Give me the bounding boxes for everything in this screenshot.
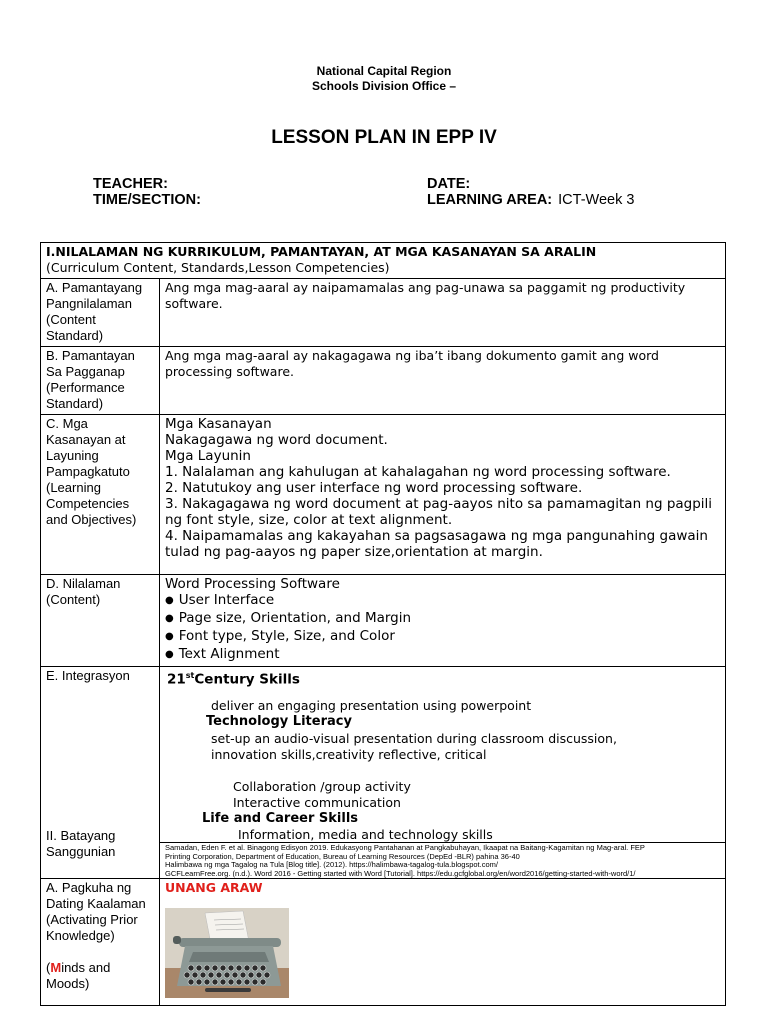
region-header: National Capital Region (316, 64, 452, 78)
list-item: 2. Natutukoy ang user interface ng word processing software. (165, 480, 583, 496)
heading-sup: st (185, 671, 195, 680)
table-row (41, 415, 726, 575)
technology-literacy-heading: Technology Literacy (206, 714, 352, 729)
table-row (41, 575, 726, 667)
table-row (41, 347, 726, 415)
reference-item: Samadan, Eden F. et al. Binagong Edisyon 2019. Edukasyong Pantahanan at Pangkabuhayan, Ikaapat na Baitang-Kagamitan ng Mag-aral. FEP (165, 843, 645, 852)
minds-paren: ( (46, 960, 51, 975)
table-row (41, 279, 726, 347)
reference-item: Halimbawa ng mga Tagalog na Tula [Blog title]. (2012). https://halimbawa-tagalog-tula.blogspot.com/ (165, 860, 498, 869)
division-header: Schools Division Office – (311, 79, 457, 93)
list-item: 3. Nakagagawa ng word document at pag-aayos nito sa pamamagitan ng pagpili ng font style, size, color at text alignment. (165, 496, 713, 528)
row-label-content-standard: A. Pamantayang Pangnilalaman (Content Standard) (46, 280, 143, 343)
table-row (41, 879, 726, 1006)
heading-rest: Century Skills (194, 671, 300, 688)
performance-standard-text: Ang mga mag-aaral ay nakagagawa ng iba’t ibang dokumento gamit ang word processing software. (165, 348, 659, 379)
minds-letter: M (50, 960, 62, 975)
list-item: ● Page size, Orientation, and Margin (165, 610, 720, 628)
section-title: I.NILALAMAN NG KURRIKULUM, PAMANTAYAN, AT MGA KASANAYAN SA ARALIN (46, 244, 597, 259)
list-item: Mga Kasanayan (165, 416, 272, 432)
row-label-prior-knowledge: A. Pagkuha ng Dating Kaalaman (Activating Prior Knowledge) (46, 880, 146, 943)
page-title: LESSON PLAN IN EPP IV (271, 127, 497, 148)
century-skills-heading (167, 667, 300, 689)
list-item: Mga Layunin (165, 448, 251, 464)
row-label-integration: E. Integrasyon (46, 668, 130, 683)
row-label-performance-standard: B. Pamantayan Sa Pagganap (Performance Standard) (46, 348, 135, 411)
learning-area-label: LEARNING AREA: (427, 192, 553, 208)
teacher-label: TEACHER: (93, 176, 168, 192)
integration-line: Interactive communication (233, 795, 401, 810)
life-career-heading: Life and Career Skills (202, 811, 359, 826)
minds-rest: inds and Moods) (46, 960, 111, 991)
first-day-label: UNANG ARAW (165, 880, 263, 895)
list-item: ● Font type, Style, Size, and Color (165, 628, 720, 646)
reference-item: Printing Corporation, Department of Education, Bureau of Learning Resources (DepEd -BLR) pahina 36-40 (165, 851, 520, 861)
list-item: Nakagagawa ng word document. (165, 432, 388, 448)
learning-area-value: ICT-Week 3 (558, 192, 635, 208)
integration-line: Information, media and technology skills (238, 827, 493, 842)
integration-line: deliver an engaging presentation using powerpoint (211, 698, 532, 713)
reference-item: GCFLearnFree.org. (n.d.). Word 2016 - Getting started with Word [Tutorial]. https://edu.gcfglobal.org/en/word2016/getting-started-with-word/1/ (165, 868, 636, 878)
integration-line: Collaboration /group activity (233, 779, 411, 794)
section-header-row (41, 243, 726, 279)
list-item: ● Text Alignment (165, 646, 720, 664)
table-row (41, 667, 726, 879)
minds-and-moods-label (46, 960, 154, 992)
list-item: 4. Naipamamalas ang kakayahan sa pagsasagawa ng mga pangunahing gawain tulad ng pag-aayos ng paper size,orientation at margin. (165, 528, 708, 560)
row-label-references: II. Batayang Sanggunian (46, 828, 116, 859)
row-label-competencies: C. Mga Kasanayan at Layuning Pampagkatuto (Learning Competencies and Objectives) (46, 416, 137, 527)
content-heading: Word Processing Software (165, 576, 340, 592)
date-label: DATE: (427, 176, 471, 192)
lesson-plan-table (40, 242, 726, 1006)
integration-line: innovation skills,creativity reflective, critical (211, 747, 487, 762)
references-list (165, 844, 685, 878)
heading-number: 21 (167, 671, 186, 688)
list-item: ● User Interface (165, 592, 720, 610)
content-standard-text: Ang mga mag-aaral ay naipamamalas ang pag-unawa sa paggamit ng productivity software. (165, 280, 686, 311)
typewriter-image (165, 908, 289, 998)
integration-line: set-up an audio-visual presentation during classroom discussion, (211, 731, 617, 746)
time-section-label: TIME/SECTION: (93, 192, 201, 208)
row-label-content: D. Nilalaman (Content) (46, 576, 121, 607)
section-subtitle: (Curriculum Content, Standards,Lesson Competencies) (46, 260, 390, 275)
list-item: 1. Nalalaman ang kahulugan at kahalagahan ng word processing software. (165, 464, 671, 480)
learning-area (427, 192, 634, 208)
